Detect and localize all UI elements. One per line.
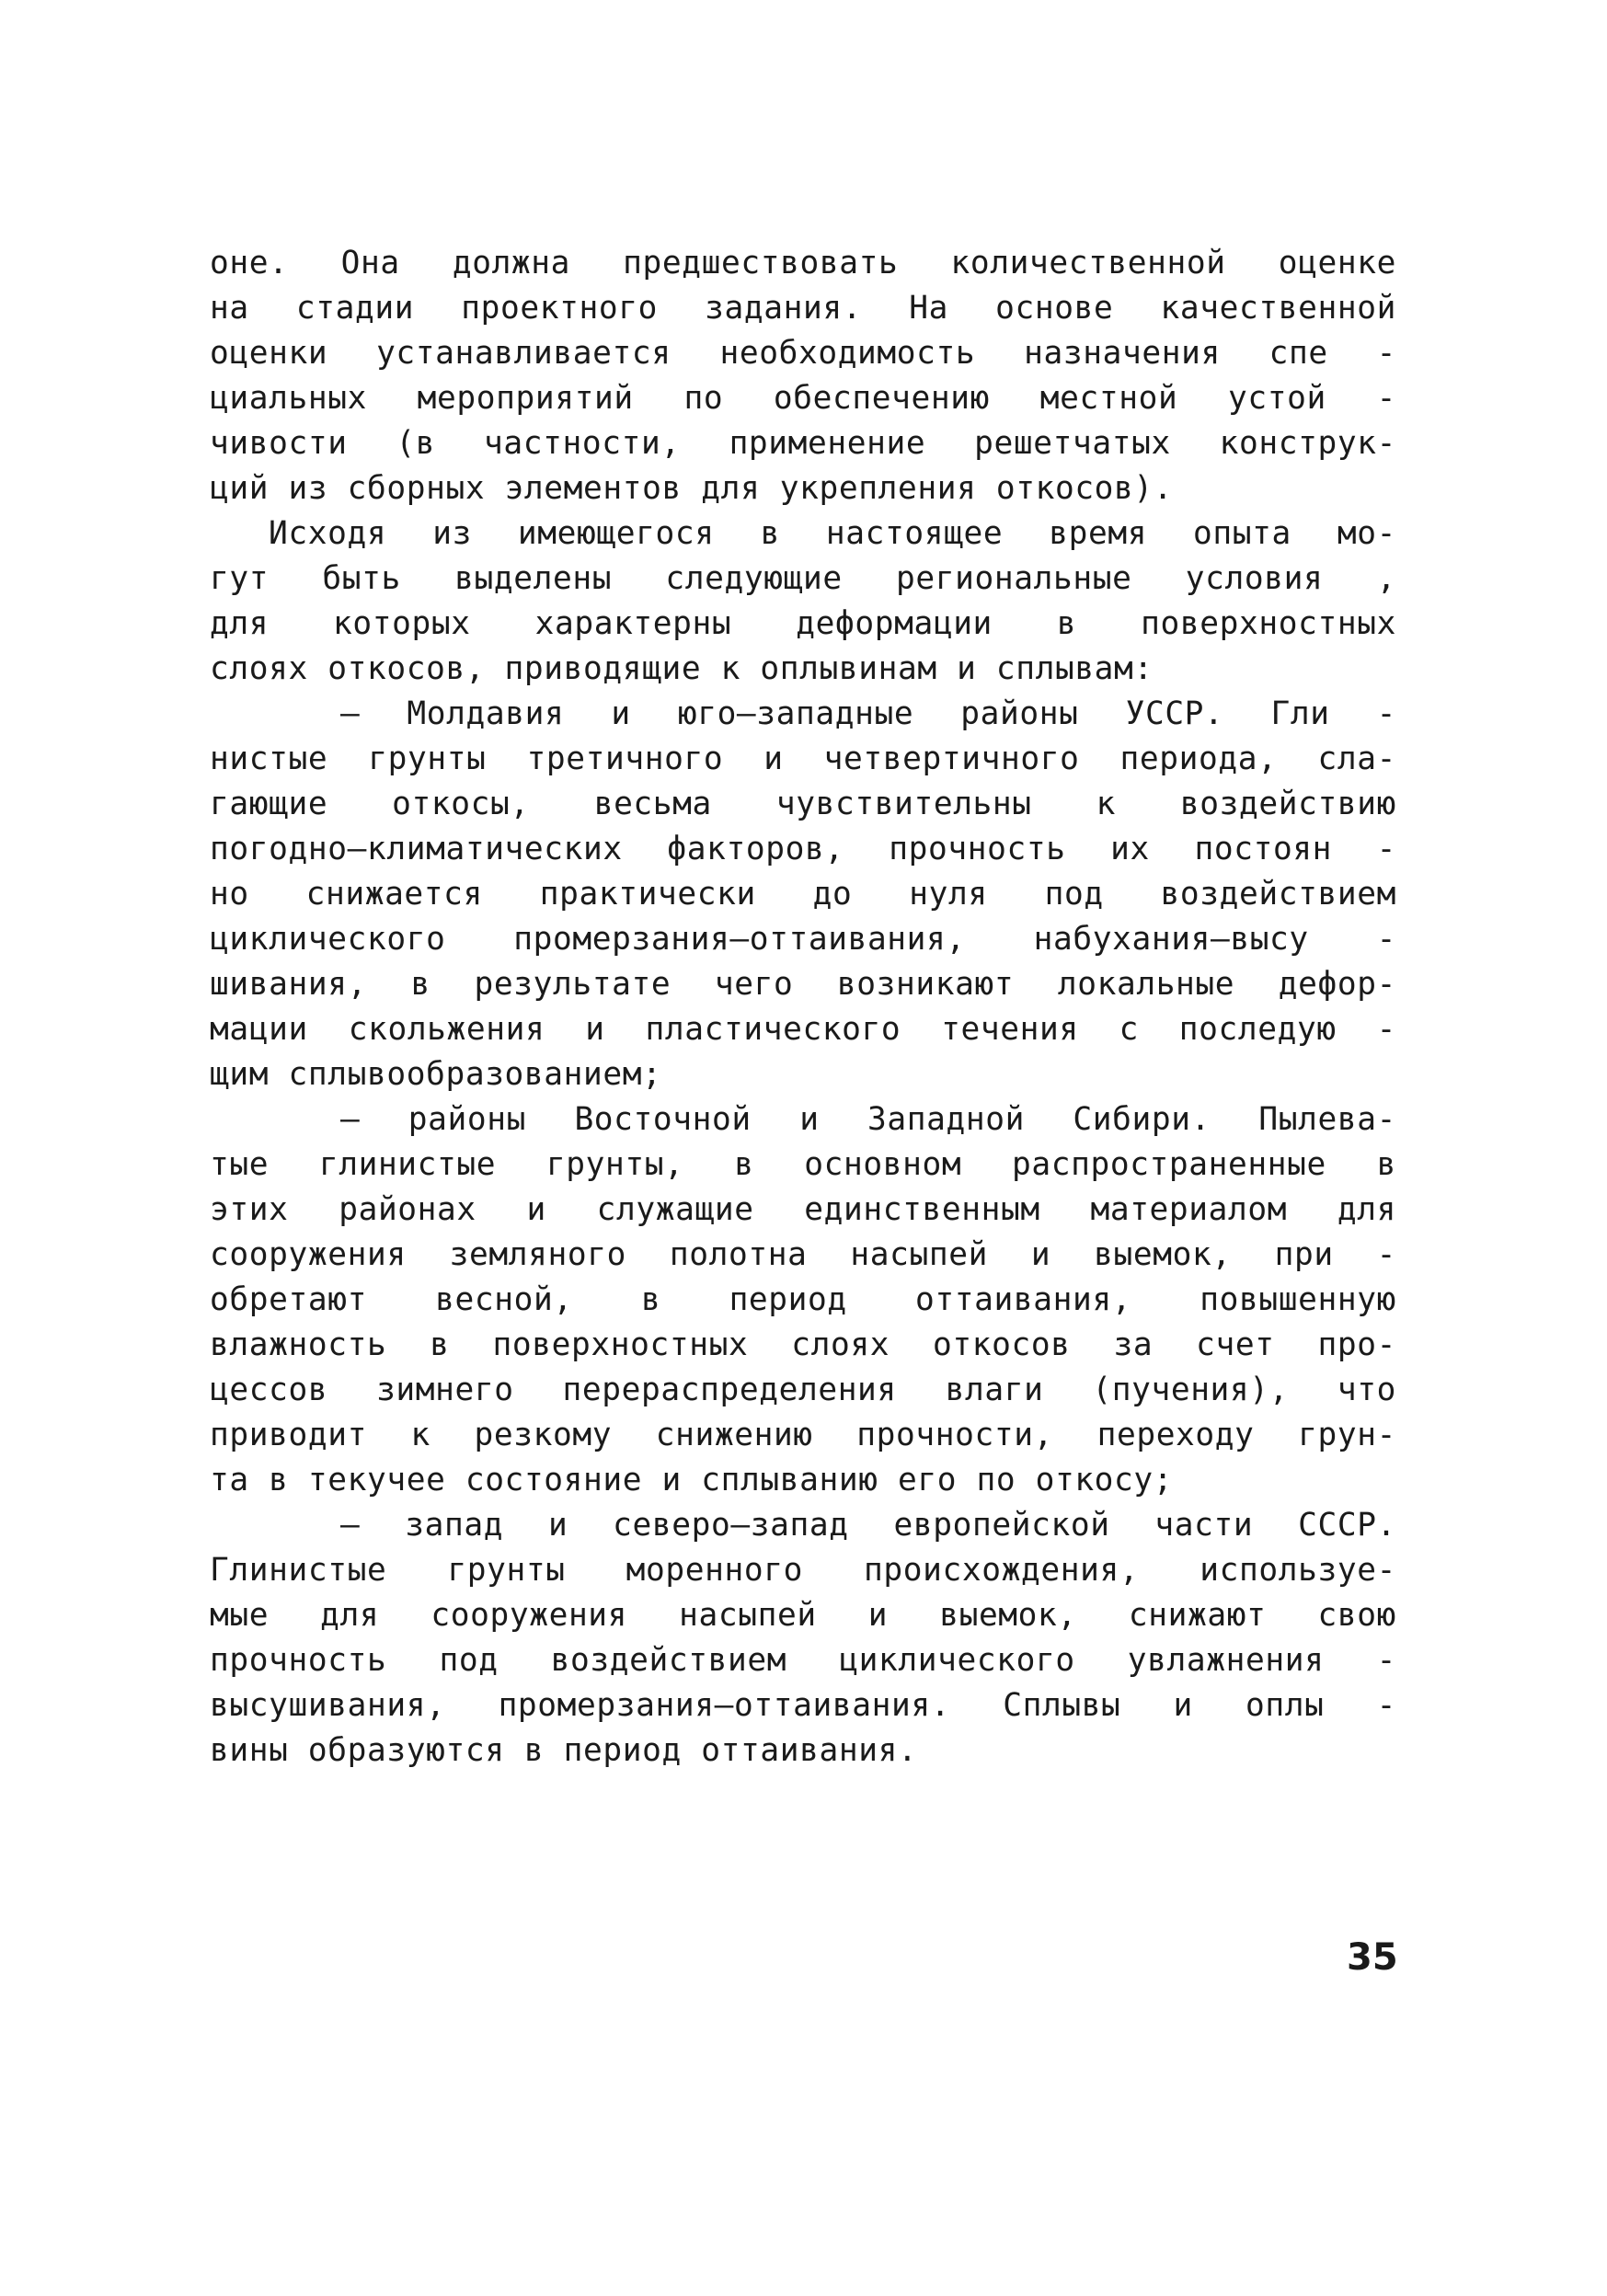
text-line: ций из сборных элементов для укрепления откосов). — [210, 470, 1174, 507]
text-line: Глинистые грунты моренного происхождения, используе- — [210, 1552, 1396, 1589]
text-line: мые для сооружения насыпей и выемок, снижают свою — [210, 1597, 1396, 1634]
text-line: щим сплывообразованием; — [210, 1056, 662, 1093]
text-line: на стадии проектного задания. На основе качественной — [210, 290, 1396, 327]
text-line: оне. Она должна предшествовать количественной оценке — [210, 245, 1396, 281]
text-line: – запад и северо–запад европейской части СССР. — [340, 1507, 1396, 1544]
text-line: гут быть выделены следующие региональные условия , — [210, 560, 1396, 597]
text-line: циальных мероприятий по обеспечению местной устой - — [210, 380, 1396, 417]
text-line: обретают весной, в период оттаивания, повышенную — [210, 1281, 1396, 1318]
text-line: но снижается практически до нуля под воздействием — [210, 876, 1396, 913]
text-line: чивости (в частности, применение решетчатых конструк- — [210, 425, 1396, 462]
text-line: для которых характерны деформации в поверхностных — [210, 605, 1396, 642]
text-line: тые глинистые грунты, в основном распространенные в — [210, 1146, 1396, 1183]
text-line: – районы Восточной и Западной Сибири. Пылева- — [340, 1101, 1396, 1138]
text-line: – Молдавия и юго–западные районы УССР. Гли - — [340, 695, 1396, 732]
text-line: сооружения земляного полотна насыпей и выемок, при - — [210, 1236, 1396, 1273]
text-line: приводит к резкому снижению прочности, переходу грун- — [210, 1417, 1396, 1453]
text-line: высушивания, промерзания–оттаивания. Сплывы и оплы - — [210, 1687, 1396, 1724]
text-line: мации скольжения и пластического течения с последую - — [210, 1011, 1396, 1048]
text-line: гающие откосы, весьма чувствительны к воздействию — [210, 786, 1396, 822]
text-line: влажность в поверхностных слоях откосов за счет про- — [210, 1326, 1396, 1363]
text-line: слоях откосов, приводящие к оплывинам и сплывам: — [210, 650, 1154, 687]
text-line: этих районах и служащие единственным материалом для — [210, 1191, 1396, 1228]
text-line: прочность под воздействием циклического увлажнения - — [210, 1642, 1396, 1679]
text-line: Исходя из имеющегося в настоящее время опыта мо- — [269, 515, 1396, 552]
text-line: оценки устанавливается необходимость назначения спе - — [210, 335, 1396, 372]
text-line: погодно–климатических факторов, прочность их постоян - — [210, 831, 1396, 867]
body-text — [210, 241, 1396, 1774]
text-line: та в текучее состояние и сплыванию его по откосу; — [210, 1462, 1174, 1498]
text-line: шивания, в результате чего возникают локальные дефор- — [210, 966, 1396, 1003]
text-line: вины образуются в период оттаивания. — [210, 1732, 918, 1769]
text-line: нистые грунты третичного и четвертичного периода, сла- — [210, 740, 1396, 777]
page-number: 35 — [1347, 1936, 1398, 1979]
text-line: цессов зимнего перераспределения влаги (пучения), что — [210, 1372, 1396, 1408]
text-line: циклического промерзания–оттаивания, набухания–высу - — [210, 921, 1396, 958]
